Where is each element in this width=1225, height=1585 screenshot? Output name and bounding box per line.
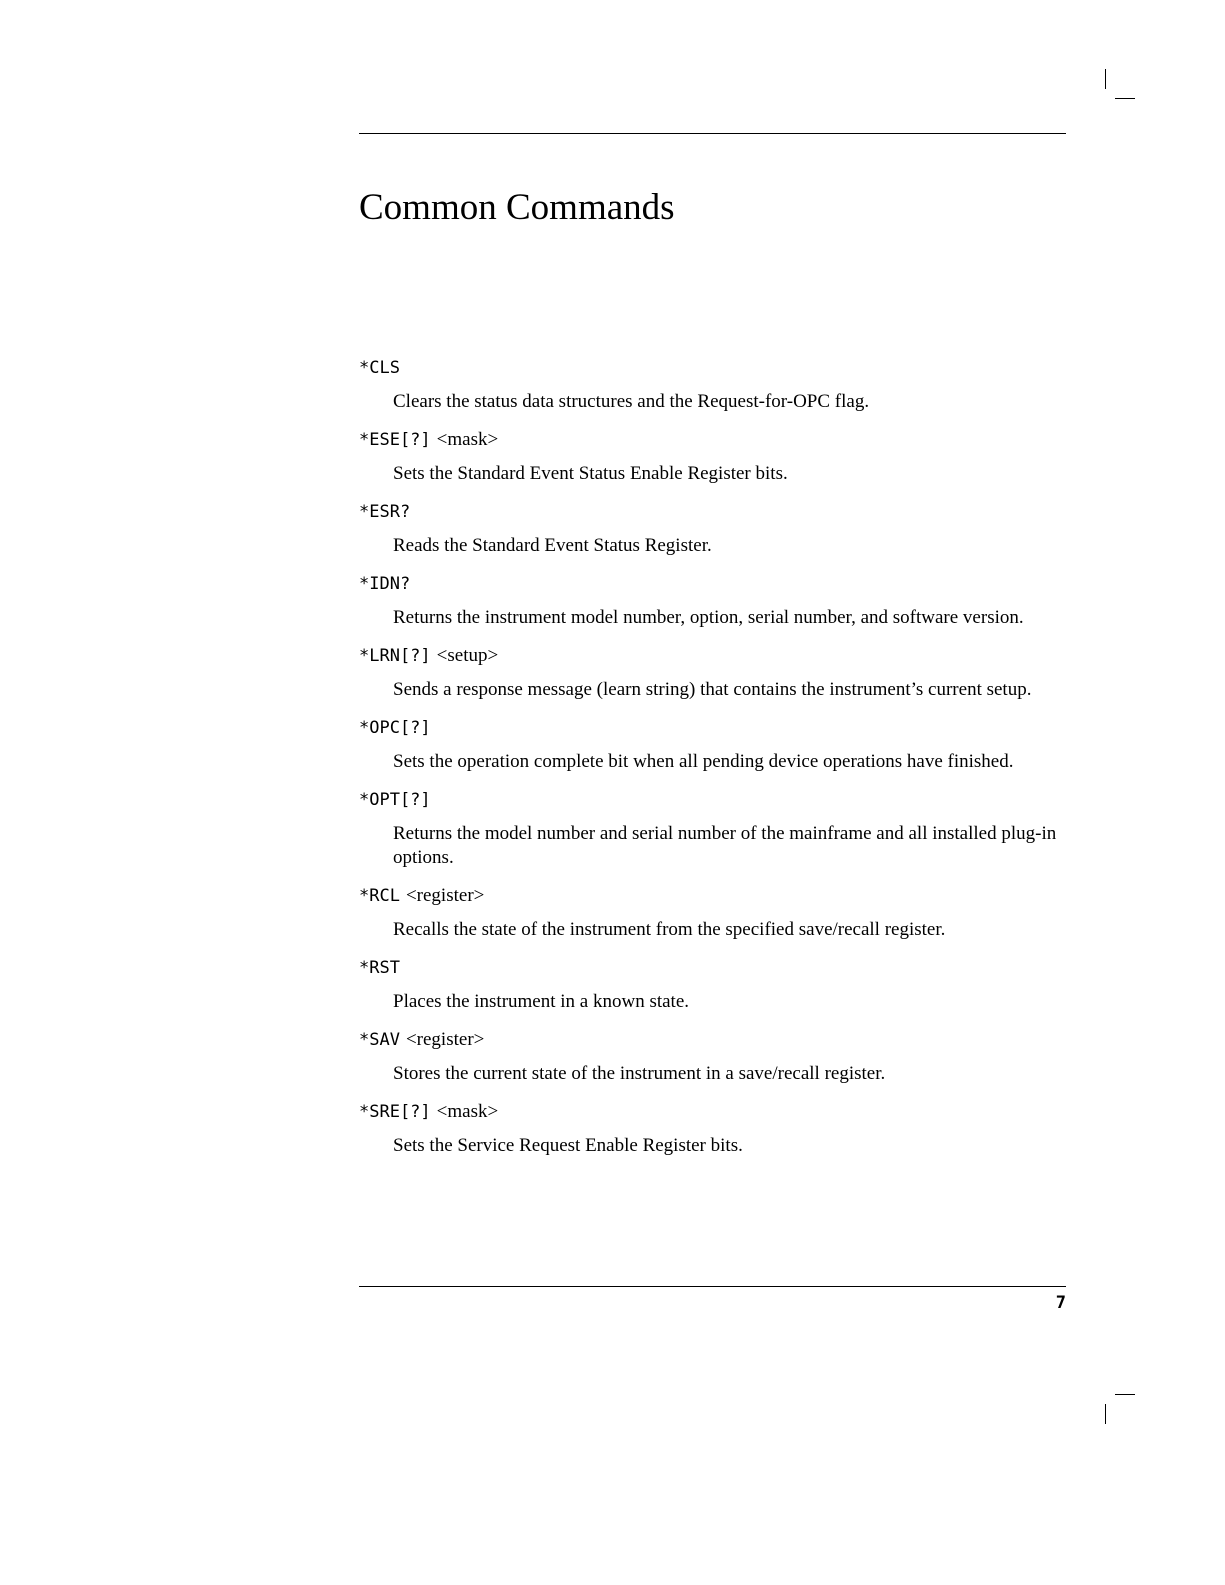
command-syntax <box>359 572 1069 595</box>
command-description: Reads the Standard Event Status Register. <box>393 535 712 556</box>
command-syntax <box>359 356 1069 379</box>
command-entry <box>359 956 1069 1014</box>
command-entry <box>359 1028 1069 1086</box>
command-description: Sends a response message (learn string) that contains the instrument’s current setup. <box>393 679 1032 700</box>
command-description: Sets the Standard Event Status Enable Register bits. <box>393 463 788 484</box>
command-description: Sets the operation complete bit when all pending device operations have finished. <box>393 751 1014 772</box>
header-rule <box>359 133 1066 134</box>
command-name: *LRN[?] <box>359 646 431 666</box>
command-name: *OPT[?] <box>359 790 431 810</box>
command-syntax <box>359 500 1069 523</box>
command-description: Stores the current state of the instrument in a save/recall register. <box>393 1063 886 1084</box>
command-syntax <box>359 956 1069 979</box>
crop-mark <box>1115 1394 1135 1395</box>
command-entry <box>359 644 1069 702</box>
command-parameter: <setup> <box>436 645 499 666</box>
crop-mark <box>1105 69 1106 89</box>
command-entry <box>359 572 1069 630</box>
command-description: Returns the model number and serial number of the mainframe and all installed plug-in options. <box>393 823 1057 868</box>
command-name: *SAV <box>359 1030 400 1050</box>
command-description: Places the instrument in a known state. <box>393 991 690 1012</box>
command-name: *OPC[?] <box>359 718 431 738</box>
command-parameter: <mask> <box>436 1101 499 1122</box>
command-entry <box>359 1100 1069 1158</box>
command-entry <box>359 356 1069 414</box>
command-parameter: <register> <box>405 885 485 906</box>
command-name: *IDN? <box>359 574 411 594</box>
command-description: Recalls the state of the instrument from the specified save/recall register. <box>393 919 946 940</box>
command-name: *RST <box>359 958 400 978</box>
command-description: Clears the status data structures and the Request-for-OPC flag. <box>393 391 870 412</box>
command-entry <box>359 500 1069 558</box>
command-syntax <box>359 716 1069 739</box>
command-parameter: <register> <box>405 1029 485 1050</box>
command-entry <box>359 716 1069 774</box>
command-name: *ESE[?] <box>359 430 431 450</box>
command-entry <box>359 788 1069 870</box>
command-parameter: <mask> <box>436 429 499 450</box>
command-list <box>359 356 1069 1172</box>
page-title: Common Commands <box>359 187 675 228</box>
command-name: *RCL <box>359 886 400 906</box>
command-syntax <box>359 428 1069 451</box>
crop-mark <box>1115 98 1135 99</box>
command-description: Returns the instrument model number, option, serial number, and software version. <box>393 607 1024 628</box>
command-syntax <box>359 788 1069 811</box>
command-description: Sets the Service Request Enable Register bits. <box>393 1135 743 1156</box>
command-entry <box>359 884 1069 942</box>
command-name: *CLS <box>359 358 400 378</box>
command-syntax <box>359 644 1069 667</box>
crop-mark <box>1105 1404 1106 1424</box>
footer-rule <box>359 1286 1066 1287</box>
command-syntax <box>359 884 1069 907</box>
command-syntax <box>359 1028 1069 1051</box>
page-number: 7 <box>1055 1293 1066 1313</box>
command-syntax <box>359 1100 1069 1123</box>
command-name: *ESR? <box>359 502 411 522</box>
command-entry <box>359 428 1069 486</box>
command-name: *SRE[?] <box>359 1102 431 1122</box>
